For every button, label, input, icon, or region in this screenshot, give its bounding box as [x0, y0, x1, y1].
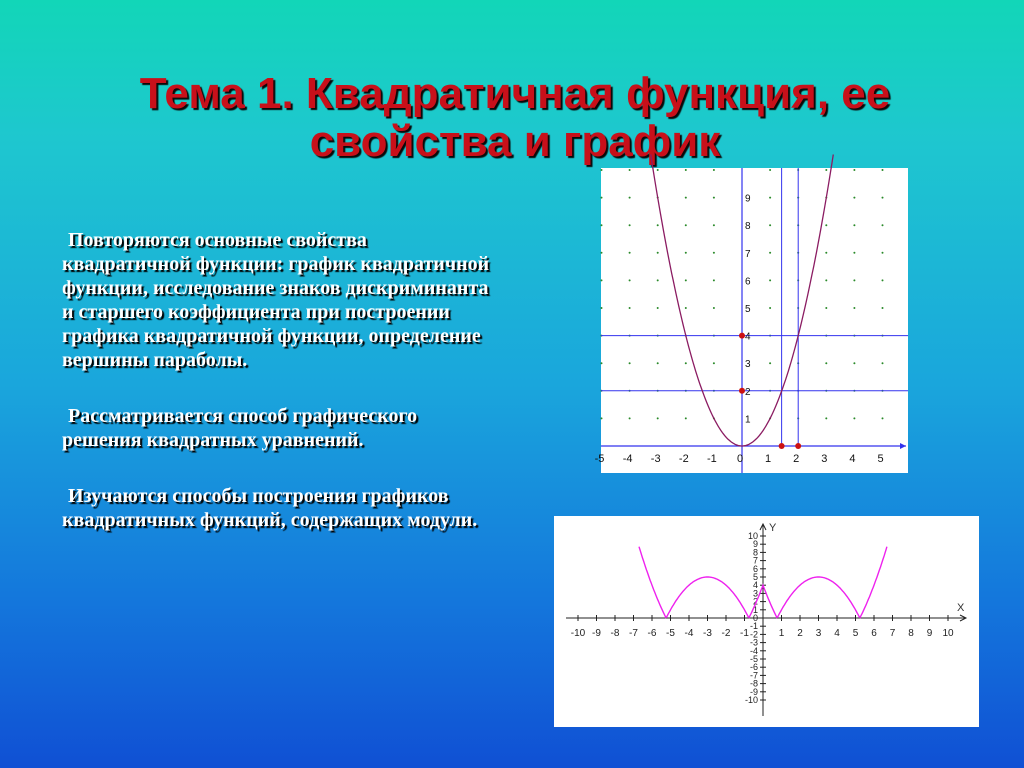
paragraph-modulus-graphs — [62, 484, 497, 532]
grid-dot — [685, 169, 687, 171]
y-tick-label: -5 — [749, 654, 758, 664]
grid-dot — [685, 224, 687, 226]
grid-dot — [685, 417, 687, 419]
grid-dot — [657, 362, 659, 364]
y-tick-label: -3 — [749, 637, 758, 648]
grid-dot — [882, 169, 884, 171]
intersection-point — [779, 443, 785, 449]
grid-dot — [713, 252, 715, 254]
grid-dot — [882, 197, 884, 199]
grid-dot — [629, 279, 631, 281]
grid-dot — [825, 169, 827, 171]
y-tick-label: 3 — [745, 359, 751, 371]
grid-dot — [713, 279, 715, 281]
x-tick-label: -3 — [650, 453, 661, 465]
grid-dot — [853, 417, 855, 419]
y-tick-label: -8 — [749, 678, 758, 689]
grid-dot — [601, 197, 603, 199]
grid-dot — [713, 362, 715, 364]
x-tick-label: 10 — [942, 628, 954, 639]
x-tick-label: -2 — [721, 628, 731, 639]
x-tick-label: -8 — [610, 628, 620, 639]
y-tick-label: 6 — [745, 276, 751, 288]
x-tick-label: 3 — [821, 453, 828, 465]
grid-dot — [685, 279, 687, 281]
grid-dot — [601, 252, 603, 254]
grid-dot — [601, 417, 603, 419]
intersection-point — [739, 388, 745, 394]
grid-dot — [657, 279, 659, 281]
y-tick-label: 2 — [745, 386, 751, 398]
x-axis-arrow — [900, 443, 906, 449]
grid-dot — [769, 307, 771, 309]
grid-dot — [769, 169, 771, 171]
x-tick-label: 1 — [778, 628, 785, 639]
x-tick-label: -1 — [707, 453, 717, 465]
x-tick-label: -7 — [629, 628, 638, 639]
grid-dot — [713, 224, 715, 226]
x-tick-label: 8 — [908, 628, 914, 639]
paragraph-graphical-solution-text: Рассматривается способ графического решения квадратных уравнений. — [62, 405, 418, 451]
y-tick-label: 2 — [752, 596, 758, 607]
x-axis-label: X — [957, 602, 965, 614]
grid-dot — [629, 307, 631, 309]
y-tick-label: 9 — [752, 539, 758, 550]
y-tick-label: 9 — [745, 193, 751, 205]
modulus-function-chart-svg — [554, 516, 979, 727]
grid-dot — [882, 252, 884, 254]
parabola-chart-svg — [594, 168, 908, 473]
x-tick-label: 5 — [852, 628, 859, 639]
grid-dot — [853, 169, 855, 171]
origin-label: 0 — [752, 613, 758, 623]
x-tick-label: -5 — [666, 628, 675, 639]
grid-dot — [853, 307, 855, 309]
x-tick-label: 4 — [834, 628, 840, 639]
x-tick-label: 1 — [765, 453, 772, 465]
grid-dot — [657, 224, 659, 226]
y-tick-label: -1 — [749, 621, 758, 632]
grid-dot — [601, 169, 603, 171]
x-tick-label: 6 — [871, 628, 877, 639]
y-tick-label: -2 — [749, 629, 758, 640]
grid-dot — [713, 307, 715, 309]
grid-dot — [882, 362, 884, 364]
y-tick-label: -6 — [749, 662, 758, 673]
y-tick-label: 6 — [752, 563, 758, 574]
grid-dot — [853, 252, 855, 254]
grid-dot — [853, 362, 855, 364]
grid-dot — [882, 417, 884, 419]
grid-dot — [601, 307, 603, 309]
y-tick-label: 4 — [752, 580, 758, 591]
x-tick-label: 9 — [926, 628, 933, 639]
grid-dot — [629, 252, 631, 254]
grid-dot — [601, 279, 603, 281]
x-tick-label: -2 — [678, 453, 689, 465]
paragraph-modulus-graphs-text: Изучаются способы построения графиков квадратичных функций, содержащих модули. — [62, 485, 478, 531]
grid-dot — [685, 197, 687, 199]
x-tick-label: -3 — [703, 628, 712, 639]
x-tick-label: -9 — [592, 628, 601, 639]
grid-dot — [769, 224, 771, 226]
grid-dot — [601, 362, 603, 364]
grid-dot — [825, 224, 827, 226]
x-tick-label: -1 — [740, 628, 749, 639]
y-axis-label: Y — [769, 522, 777, 534]
x-tick-label: 4 — [849, 453, 856, 465]
grid-dot — [769, 279, 771, 281]
y-tick-label: 4 — [745, 331, 751, 343]
paragraph-graphical-solution — [62, 404, 497, 452]
grid-dot — [685, 362, 687, 364]
grid-dot — [769, 252, 771, 254]
slide-title: Тема 1. Квадратичная функция, ее свойства и график — [139, 69, 891, 166]
y-tick-label: 8 — [752, 547, 758, 558]
intersection-point — [795, 443, 801, 449]
y-tick-label: -10 — [744, 695, 758, 705]
grid-dot — [657, 307, 659, 309]
grid-dot — [685, 252, 687, 254]
y-tick-label: 1 — [745, 414, 751, 426]
y-tick-label: -4 — [749, 645, 758, 656]
grid-dot — [629, 417, 631, 419]
x-tick-label: -5 — [594, 453, 605, 465]
paragraph-properties-text: Повторяются основные свойства квадратичной функции: график квадратичной функции, исследование знаков дискриминанта и старшего коэффициента при построении графика квадратичной функции, определение вершины параболы. — [62, 229, 490, 371]
y-tick-label: 5 — [745, 304, 751, 315]
grid-dot — [769, 197, 771, 199]
grid-dot — [769, 362, 771, 364]
grid-dot — [825, 417, 827, 419]
grid-dot — [882, 307, 884, 309]
x-tick-label: 2 — [793, 453, 800, 465]
grid-dot — [657, 417, 659, 419]
grid-dot — [825, 252, 827, 254]
intersection-point — [739, 333, 745, 339]
y-tick-label: 10 — [747, 531, 758, 541]
grid-dot — [853, 197, 855, 199]
x-tick-label: -6 — [647, 628, 657, 639]
grid-dot — [629, 197, 631, 199]
y-tick-label: -7 — [749, 670, 758, 681]
y-tick-label: -9 — [749, 686, 758, 697]
grid-dot — [657, 252, 659, 254]
x-tick-label: 5 — [877, 453, 884, 465]
grid-dot — [713, 169, 715, 171]
x-tick-label: 7 — [889, 628, 896, 639]
paragraph-properties — [62, 228, 497, 372]
y-tick-label: 7 — [752, 555, 758, 566]
grid-dot — [629, 362, 631, 364]
grid-dot — [629, 224, 631, 226]
grid-dot — [882, 279, 884, 281]
grid-dot — [713, 197, 715, 199]
grid-dot — [853, 279, 855, 281]
y-tick-label: 5 — [752, 572, 758, 582]
x-tick-label: -10 — [570, 628, 586, 639]
x-tick-label: -4 — [622, 453, 633, 465]
y-tick-label: 3 — [752, 588, 758, 599]
modulus-function-chart — [554, 516, 979, 727]
y-tick-label: 1 — [752, 604, 758, 615]
grid-dot — [825, 307, 827, 309]
x-tick-label: 2 — [797, 628, 803, 639]
grid-dot — [825, 362, 827, 364]
grid-dot — [853, 224, 855, 226]
x-tick-label: 0 — [736, 453, 744, 465]
grid-dot — [601, 224, 603, 226]
grid-dot — [629, 169, 631, 171]
y-tick-label: 8 — [745, 221, 751, 233]
x-tick-label: 3 — [815, 628, 822, 639]
slide-body — [62, 228, 497, 564]
grid-dot — [657, 169, 659, 171]
grid-dot — [685, 307, 687, 309]
parabola-chart — [594, 168, 908, 473]
grid-dot — [882, 224, 884, 226]
x-tick-label: -4 — [684, 628, 694, 639]
grid-dot — [825, 279, 827, 281]
y-tick-label: 7 — [745, 248, 751, 260]
